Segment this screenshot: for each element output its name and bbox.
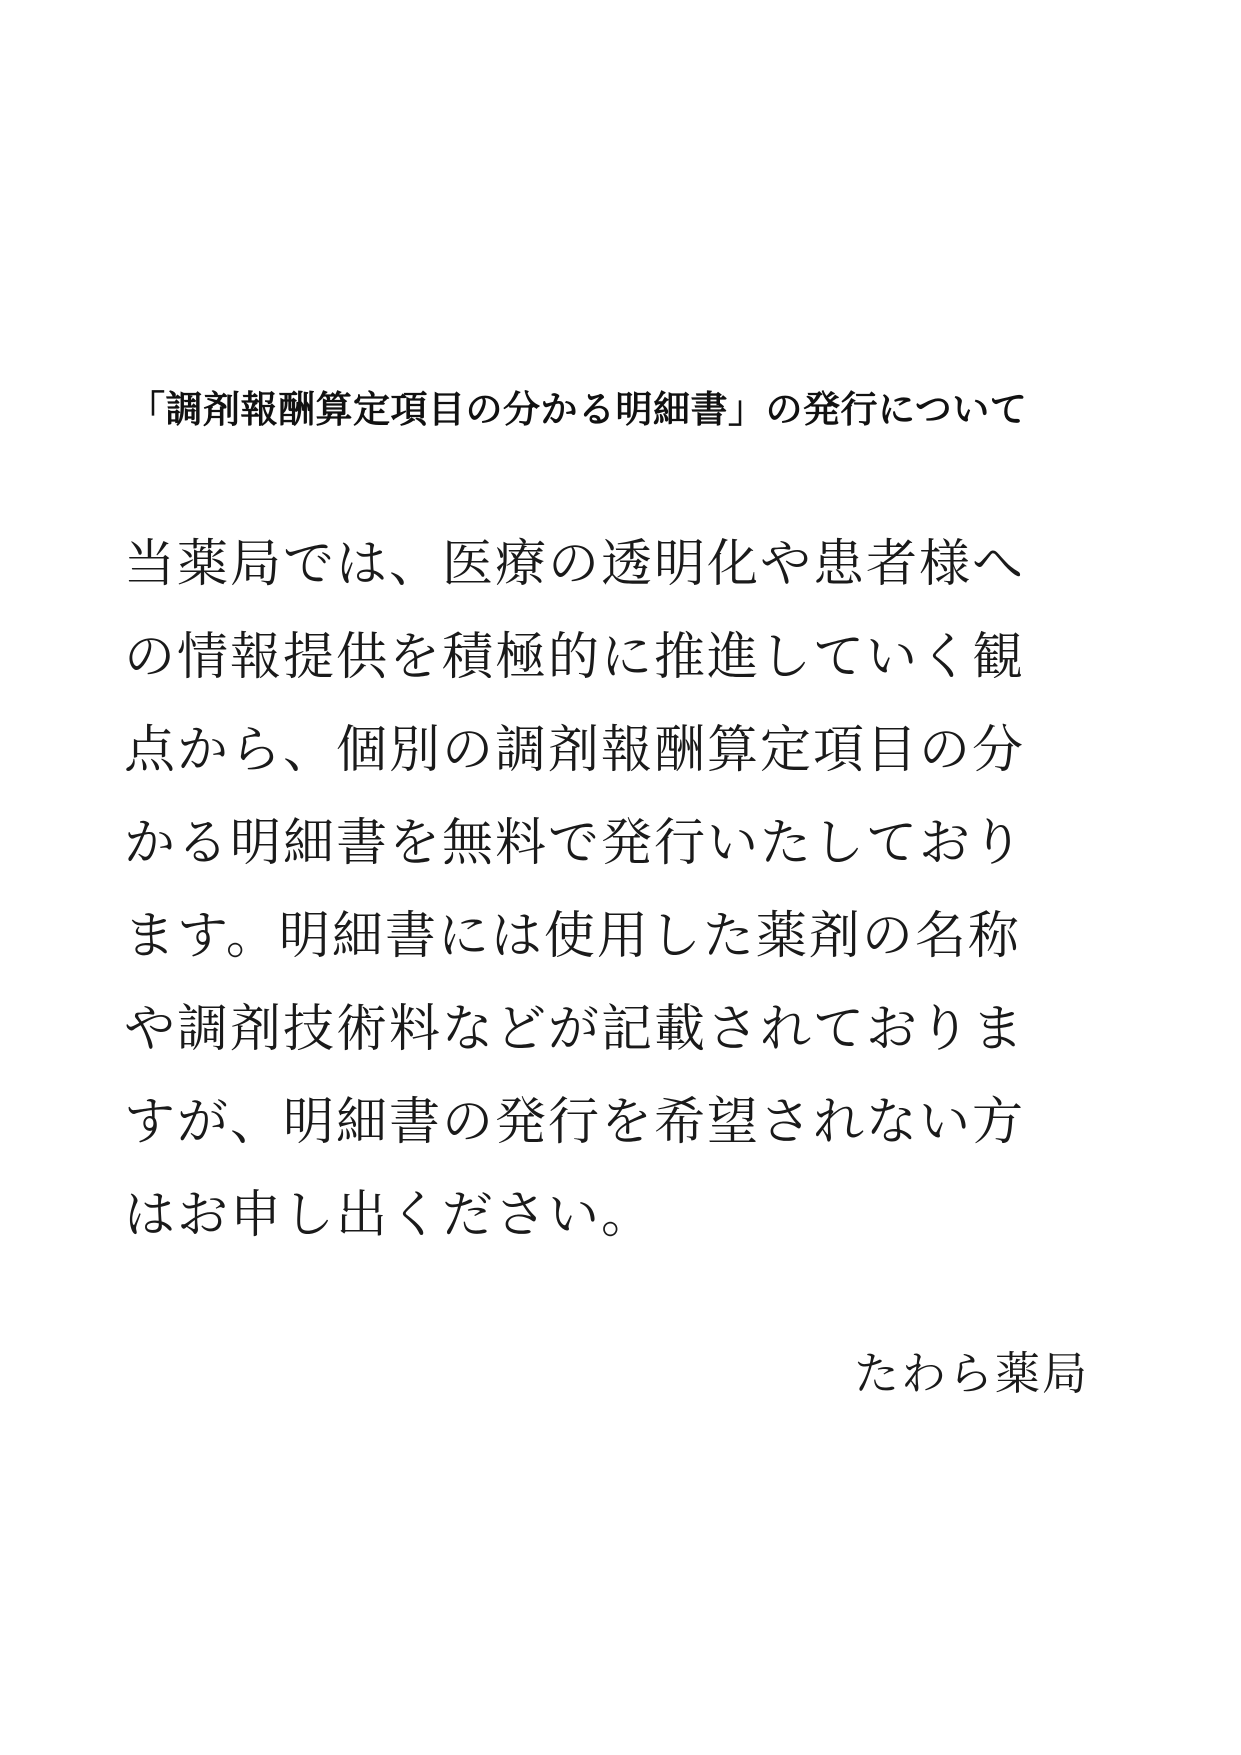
body-line: すが、明細書の発行を希望されない方 xyxy=(124,1093,1026,1152)
body-line: や調剤技術料などが記載されておりま xyxy=(124,1000,1026,1059)
body-line: かる明細書を無料で発行いたしており xyxy=(124,814,1026,873)
notice-body xyxy=(124,518,1104,1262)
body-line: 当薬局では、医療の透明化や患者様へ xyxy=(124,535,1026,594)
body-line: ます。明細書には使用した薬剤の名称 xyxy=(124,907,1021,966)
body-line: 点から、個別の調剤報酬算定項目の分 xyxy=(124,721,1026,780)
notice-title: 「調剤報酬算定項目の分かる明細書」の発行について xyxy=(128,388,1028,431)
pharmacy-signature: たわら薬局 xyxy=(853,1347,1089,1400)
body-line: の情報提供を積極的に推進していく観 xyxy=(124,628,1026,687)
body-line: はお申し出ください。 xyxy=(124,1186,655,1245)
